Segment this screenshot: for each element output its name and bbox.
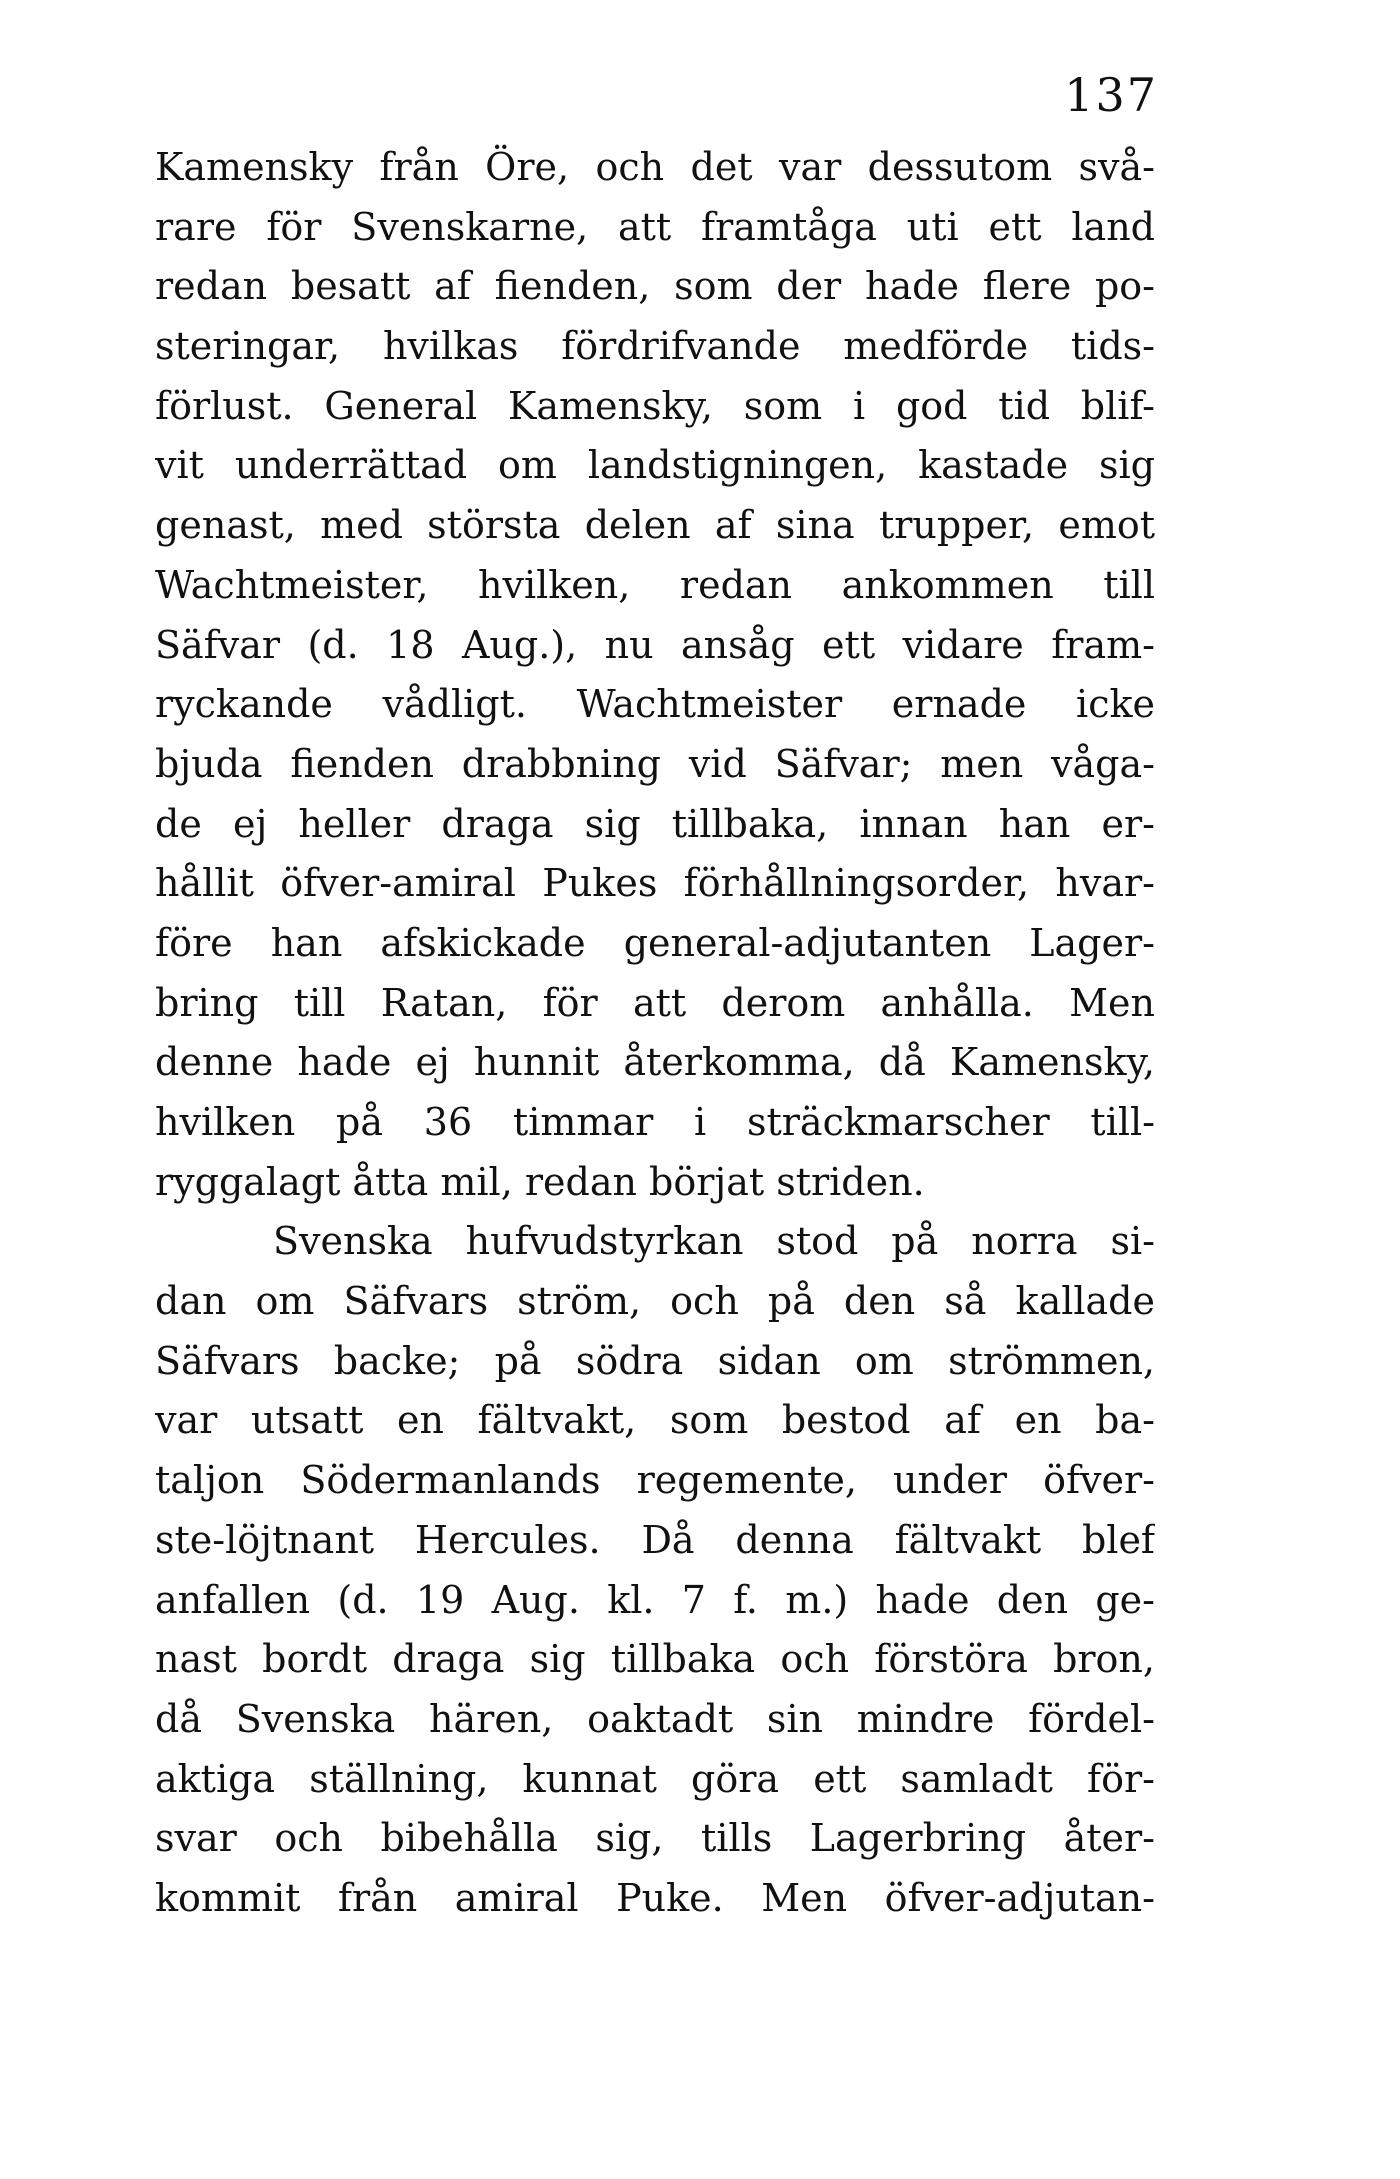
- text-line: bring till Ratan, för att derom anhålla. Men: [155, 980, 1155, 1025]
- text-line: då Svenska hären, oaktadt sin mindre fördel-: [155, 1696, 1155, 1741]
- text-line: genast, med största delen af sina trupper, emot: [155, 503, 1155, 548]
- body-text: [155, 138, 1155, 1929]
- text-line: kommit från amiral Puke. Men öfver-adjutan-: [155, 1875, 1155, 1920]
- text-line: bjuda fienden drabbning vid Säfvar; men våga-: [155, 741, 1155, 786]
- text-line: dan om Säfvars ström, och på den så kallade: [155, 1279, 1155, 1324]
- text-line: nast bordt draga sig tillbaka och förstöra bron,: [155, 1637, 1155, 1682]
- text-line: anfallen (d. 19 Aug. kl. 7 f. m.) hade den ge-: [155, 1577, 1155, 1622]
- text-line: Kamensky från Öre, och det var dessutom svå-: [155, 145, 1155, 189]
- paragraph-end-line: ryggalagt åtta mil, redan börjat striden.: [155, 1159, 925, 1204]
- page-number: 137: [1064, 68, 1158, 122]
- text-line: Wachtmeister, hvilken, redan ankommen till: [155, 562, 1155, 607]
- text-line: hållit öfver-amiral Pukes förhållningsorder, hvar-: [155, 861, 1155, 906]
- text-line: steringar, hvilkas fördrifvande medförde tids-: [155, 324, 1155, 369]
- text-line: aktiga ställning, kunnat göra ett samladt för-: [155, 1756, 1155, 1801]
- text-line: ryckande vådligt. Wachtmeister ernade icke: [155, 682, 1155, 727]
- text-line: Säfvars backe; på södra sidan om strömmen,: [155, 1338, 1155, 1383]
- text-line: de ej heller draga sig tillbaka, innan han er-: [155, 801, 1155, 846]
- text-line: förlust. General Kamensky, som i god tid blif-: [155, 383, 1155, 428]
- text-line: taljon Södermanlands regemente, under öfver-: [155, 1458, 1155, 1503]
- text-line: var utsatt en fältvakt, som bestod af en ba-: [155, 1398, 1155, 1443]
- paragraph-start-line: Svenska hufvudstyrkan stod på norra si-: [273, 1219, 1155, 1264]
- text-line: ste-löjtnant Hercules. Då denna fältvakt blef: [155, 1517, 1155, 1562]
- text-line: vit underrättad om landstigningen, kastade sig: [155, 443, 1155, 488]
- text-line: rare för Svenskarne, att framtåga uti ett land: [155, 204, 1155, 249]
- text-line: hvilken på 36 timmar i sträckmarscher till-: [155, 1100, 1155, 1144]
- text-line: denne hade ej hunnit återkomma, då Kamensky,: [155, 1040, 1155, 1085]
- text-line: före han afskickade general-adjutanten Lager-: [155, 920, 1155, 965]
- text-line: Säfvar (d. 18 Aug.), nu ansåg ett vidare fram-: [155, 622, 1155, 667]
- text-line: redan besatt af fienden, som der hade flere po-: [155, 264, 1155, 309]
- text-line: svar och bibehålla sig, tills Lagerbring åter-: [155, 1816, 1155, 1861]
